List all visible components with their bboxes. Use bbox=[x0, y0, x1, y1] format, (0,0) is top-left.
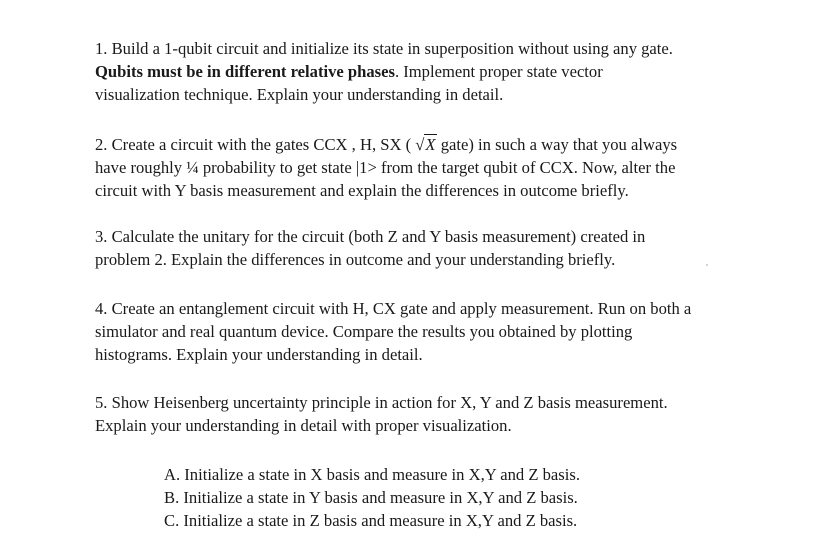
question-4 bbox=[95, 297, 785, 366]
question-2 bbox=[95, 133, 785, 202]
sqrt-radical: √ bbox=[415, 135, 425, 154]
question-1-line-3: visualization technique. Explain your understanding in detail. bbox=[95, 85, 504, 104]
question-2-line-1-pre: 2. Create a circuit with the gates CCX , H, SX ( bbox=[95, 135, 412, 154]
question-3-line-2: problem 2. Explain the differences in outcome and your understanding briefly. bbox=[95, 250, 616, 269]
sqrt-x-symbol bbox=[415, 133, 436, 156]
question-1-line-2 bbox=[95, 60, 785, 83]
question-2-line-1-post: gate) in such a way that you always bbox=[436, 135, 678, 154]
list-item: A. Initialize a state in X basis and measure in X,Y and Z basis. bbox=[164, 465, 580, 484]
question-4-line-1: 4. Create an entanglement circuit with H, CX gate and apply measurement. Run on both a bbox=[95, 299, 692, 318]
list-item: C. Initialize a state in Z basis and measure in X,Y and Z basis. bbox=[164, 511, 578, 530]
question-4-line-3: histograms. Explain your understanding in detail. bbox=[95, 345, 423, 364]
stray-mark bbox=[706, 264, 708, 266]
question-1-bold-phrase: Qubits must be in different relative phases bbox=[95, 62, 395, 81]
question-3 bbox=[95, 225, 785, 271]
question-5-sublist bbox=[164, 463, 764, 532]
question-5-line-1: 5. Show Heisenberg uncertainty principle in action for X, Y and Z basis measurement. bbox=[95, 393, 668, 412]
question-2-line-1 bbox=[95, 133, 785, 156]
list-item: B. Initialize a state in Y basis and measure in X,Y and Z basis. bbox=[164, 488, 578, 507]
question-5-line-2: Explain your understanding in detail with proper visualization. bbox=[95, 416, 512, 435]
question-2-line-2: have roughly ¼ probability to get state |1> from the target qubit of CCX. Now, alter the bbox=[95, 158, 676, 177]
question-3-line-1: 3. Calculate the unitary for the circuit (both Z and Y basis measurement) created in bbox=[95, 227, 646, 246]
question-5 bbox=[95, 391, 785, 437]
question-1 bbox=[95, 37, 785, 106]
question-1-line-2-rest: . Implement proper state vector bbox=[394, 62, 603, 81]
question-1-line-1: 1. Build a 1-qubit circuit and initialize its state in superposition without using any gate. bbox=[95, 39, 673, 58]
question-2-line-3: circuit with Y basis measurement and explain the differences in outcome briefly. bbox=[95, 181, 629, 200]
sqrt-argument: X bbox=[425, 135, 436, 154]
question-4-line-2: simulator and real quantum device. Compare the results you obtained by plotting bbox=[95, 322, 633, 341]
